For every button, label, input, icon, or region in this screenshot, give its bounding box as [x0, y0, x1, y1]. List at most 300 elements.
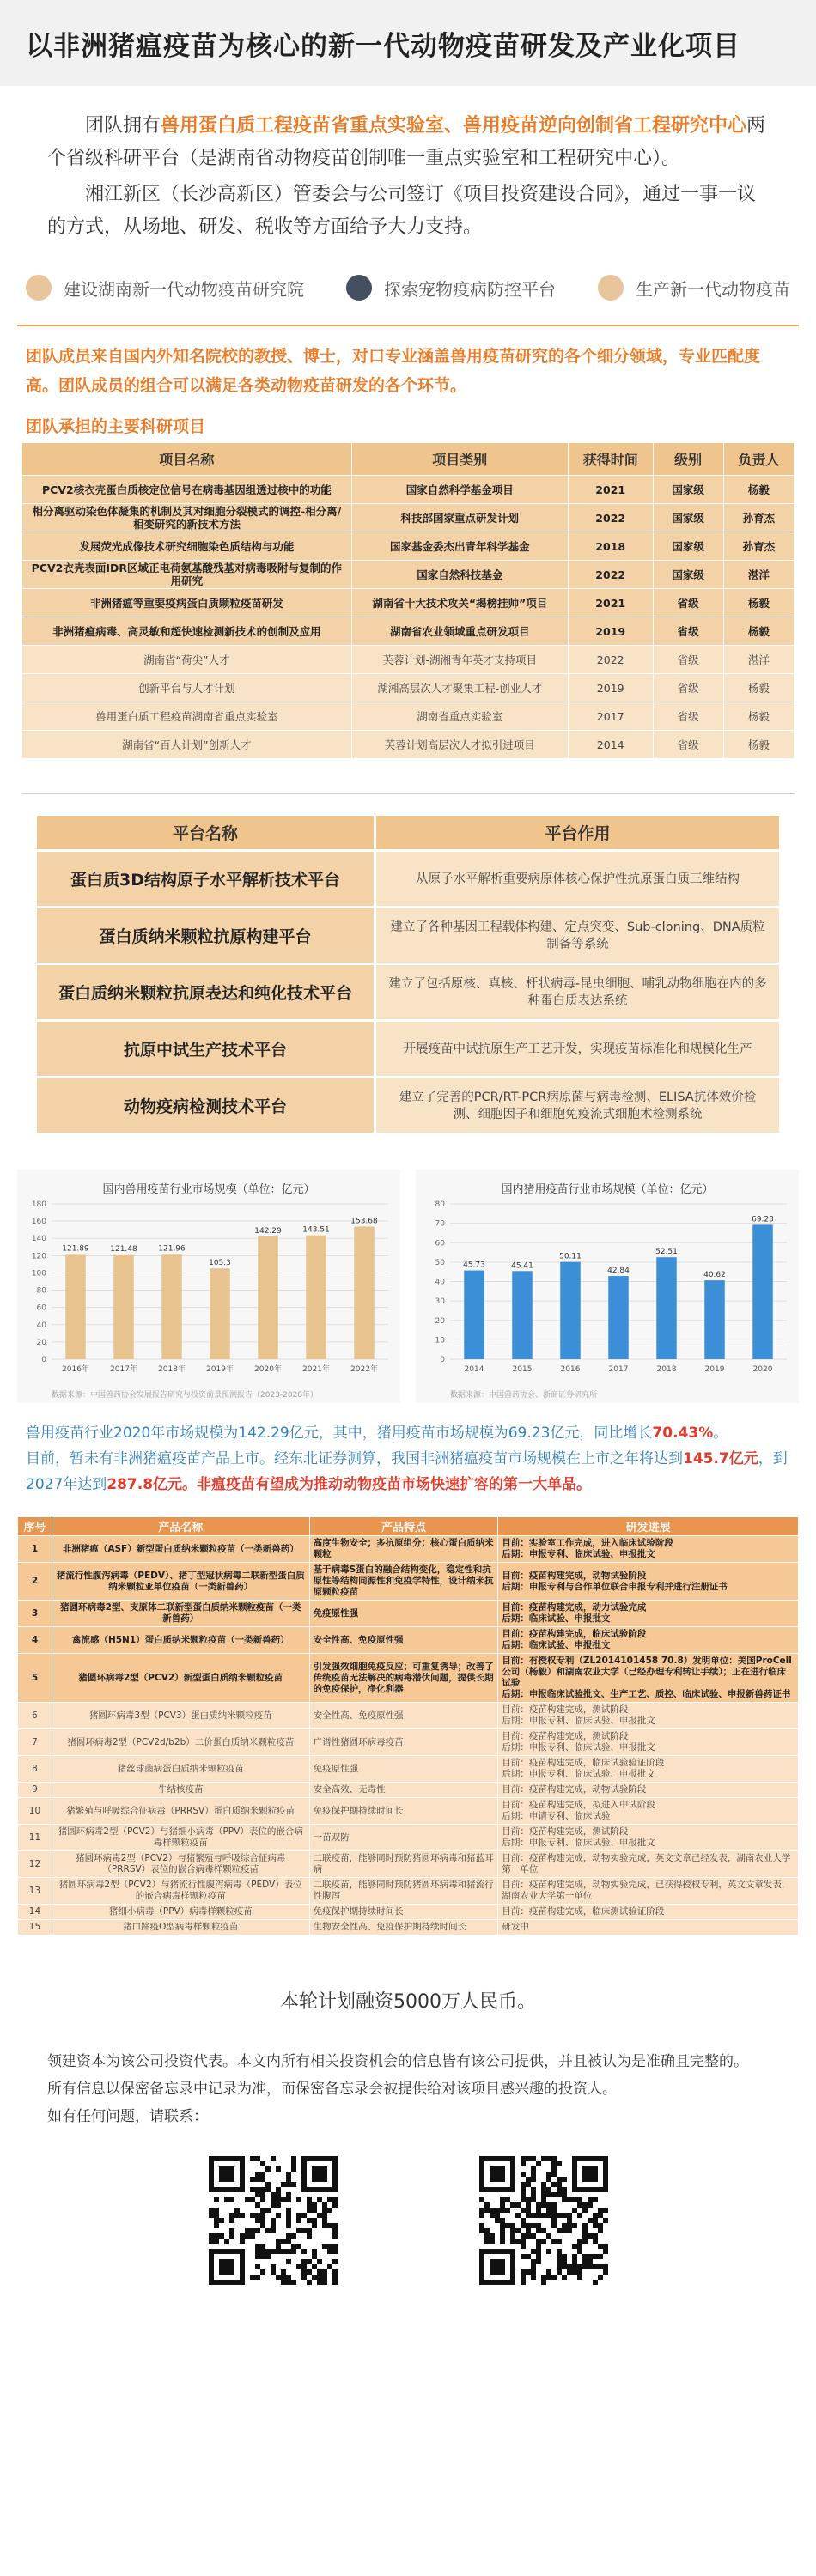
y-tick-label: 70 — [435, 1219, 445, 1229]
qr-module — [546, 2233, 551, 2239]
project-name: 非洲猪瘟病毒、高灵敏和超快速检测新技术的创制及应用 — [22, 617, 352, 646]
qr-code-icon[interactable] — [479, 2156, 608, 2285]
platform-row — [36, 1078, 781, 1134]
qr-module — [577, 2197, 582, 2202]
qr-module — [541, 2228, 546, 2233]
project-lead: 杨毅 — [723, 617, 794, 646]
chart-plot — [416, 1192, 799, 1385]
qr-module — [255, 2244, 260, 2249]
data-label: 69.23 — [752, 1215, 774, 1224]
product-row — [18, 1920, 799, 1935]
qr-module — [567, 2197, 572, 2202]
project-type: 国家自然科学基金项目 — [351, 476, 568, 504]
qr-module — [526, 2228, 531, 2233]
product-feature: 免疫保护期持续时间长 — [309, 1905, 498, 1920]
qr-module — [219, 2233, 224, 2239]
qr-module — [526, 2213, 531, 2218]
market-value: 287.8亿元 — [107, 1476, 183, 1493]
qr-module — [557, 2249, 562, 2254]
qr-module — [214, 2233, 219, 2239]
y-tick-label: 100 — [31, 1269, 46, 1279]
project-name: 相分离驱动染色体凝集的机制及其对细胞分裂模式的调控-相分离/相变研究的新技术方法 — [22, 504, 352, 532]
product-row — [18, 1536, 799, 1563]
qr-module — [281, 2239, 286, 2244]
qr-module — [557, 2182, 562, 2187]
qr-module — [531, 2177, 536, 2182]
project-level: 国家级 — [653, 561, 723, 589]
qr-module — [546, 2202, 551, 2208]
product-feature: 广谱性猪圆环病毒疫苗 — [309, 1729, 498, 1756]
column-header: 序号 — [18, 1517, 52, 1536]
bar — [258, 1236, 278, 1359]
growth-rate: 70.43% — [652, 1425, 714, 1442]
product-feature: 二联疫苗，能够同时预防猪圆环病毒和猪流行性腹泻 — [309, 1878, 498, 1905]
qr-module — [214, 2213, 219, 2218]
product-row — [18, 1825, 799, 1851]
qr-module — [484, 2233, 490, 2239]
project-lead: 杨毅 — [723, 731, 794, 759]
market-text: 目前，暂未有非洲猪瘟疫苗产品上市。经东北证券测算，我国非洲猪瘟疫苗市场规模在上市之年将达到 — [26, 1450, 683, 1467]
x-tick-label: 2016 — [560, 1365, 581, 1374]
product-progress: 目前：疫苗构建完成，拟进入中试阶段 后期：申请专利、临床试验 — [498, 1798, 799, 1825]
chart-title: 国内猪用疫苗行业市场规模（单位：亿元） — [501, 1183, 714, 1196]
qr-module — [490, 2233, 495, 2239]
project-year: 2019 — [568, 674, 653, 702]
qr-module — [541, 2202, 546, 2208]
qr-module — [500, 2202, 505, 2208]
qr-module — [598, 2228, 603, 2233]
qr-module — [250, 2213, 255, 2218]
x-tick-label: 2020 — [752, 1365, 773, 1374]
qr-module — [521, 2197, 526, 2202]
qr-module — [260, 2192, 265, 2197]
qr-module — [572, 2254, 577, 2259]
project-type: 湖南省农业领域重点研发项目 — [351, 617, 568, 646]
x-tick-label: 2017年 — [110, 1365, 137, 1374]
qr-module — [245, 2233, 250, 2239]
qr-module — [327, 2264, 332, 2269]
qr-module — [286, 2223, 291, 2228]
product-row — [18, 1798, 799, 1825]
y-tick-label: 80 — [36, 1286, 46, 1296]
qr-module — [255, 2249, 260, 2254]
qr-module — [312, 2208, 317, 2213]
qr-module — [260, 2197, 265, 2202]
y-tick-label: 20 — [435, 1316, 445, 1326]
qr-module — [301, 2275, 307, 2280]
qr-module — [495, 2213, 500, 2218]
qr-module — [286, 2259, 291, 2264]
qr-module — [332, 2269, 338, 2275]
project-year: 2017 — [568, 702, 653, 731]
bar — [512, 1271, 533, 1359]
qr-module — [490, 2213, 495, 2218]
chart-source: 数据来源：中国兽药协会发展报告研究与投资前景预测报告（2023-2028年） — [52, 1391, 319, 1400]
intro-paragraph-2: 湘江新区（长沙高新区）管委会与公司签订《项目投资建设合同》，通过一事一议的方式，从场地、研发、税收等方面给予大力支持。 — [47, 184, 757, 238]
market-text: 。 — [713, 1425, 728, 1442]
qr-module — [551, 2192, 557, 2197]
bar — [608, 1276, 629, 1359]
qr-module — [557, 2264, 562, 2269]
qr-module — [526, 2254, 531, 2259]
qr-module — [265, 2166, 271, 2172]
qr-module — [531, 2264, 536, 2269]
project-lead: 杨毅 — [723, 589, 794, 617]
qr-module — [322, 2213, 327, 2218]
qr-module — [322, 2280, 327, 2285]
product-name: 猪圆环病毒2型（PCV2）与猪流行性腹泻病毒（PEDV）表位的嵌合病毒样颗粒疫苗 — [52, 1878, 309, 1905]
qr-module — [598, 2275, 603, 2280]
qr-module — [603, 2218, 608, 2223]
project-year: 2018 — [568, 532, 653, 561]
y-tick-label: 50 — [435, 1258, 445, 1267]
qr-module — [209, 2213, 214, 2218]
qr-module — [551, 2239, 557, 2244]
qr-module — [531, 2223, 536, 2228]
qr-module — [307, 2259, 312, 2264]
qr-module — [260, 2161, 265, 2166]
qr-module — [577, 2239, 582, 2244]
product-feature: 安全高效、无毒性 — [309, 1783, 498, 1798]
project-row — [22, 589, 795, 617]
goal-item — [598, 275, 790, 301]
qr-module — [510, 2202, 515, 2208]
qr-module — [322, 2202, 327, 2208]
product-name: 猪细小病毒（PPV）病毒样颗粒疫苗 — [52, 1905, 309, 1920]
platform-desc: 建立了各种基因工程载体构建、定点突变、Sub-cloning、DNA质粒制备等系统 — [375, 908, 781, 964]
qr-module — [214, 2197, 219, 2202]
market-line-2 — [26, 1446, 790, 1498]
qr-module — [214, 2223, 219, 2228]
product-progress: 目前：疫苗构建完成，动物实验完成，英文文章已经发表，湖南农业大学第一单位 — [498, 1851, 799, 1878]
qr-module — [224, 2197, 229, 2202]
project-name: 非洲猪瘟等重要疫病蛋白质颗粒疫苗研发 — [22, 589, 352, 617]
product-name: 猪圆环病毒2型（PCV2）与猪繁殖与呼吸综合征病毒（PRRSV）表位的嵌合病毒样颗粒疫苗 — [52, 1851, 309, 1878]
qr-module — [536, 2244, 541, 2249]
qr-module — [265, 2249, 271, 2254]
qr-module — [255, 2254, 260, 2259]
project-lead: 杨毅 — [723, 674, 794, 702]
qr-module — [479, 2228, 484, 2233]
qr-module — [588, 2233, 593, 2239]
vet-vaccine-chart — [17, 1170, 400, 1403]
product-progress: 研发中 — [498, 1920, 799, 1935]
product-no: 4 — [18, 1627, 52, 1654]
qr-module — [500, 2223, 505, 2228]
qr-code-icon[interactable] — [209, 2156, 338, 2285]
bar — [752, 1224, 773, 1359]
qr-module — [322, 2208, 327, 2213]
project-name: 湖南省“荷尖”人才 — [22, 646, 352, 674]
qr-module — [255, 2187, 260, 2192]
qr-module — [541, 2239, 546, 2244]
x-tick-label: 2018 — [656, 1365, 677, 1374]
qr-module — [255, 2228, 260, 2233]
project-row — [22, 731, 795, 759]
qr-module — [286, 2275, 291, 2280]
team-note: 团队成员来自国内外知名院校的教授、博士，对口专业涵盖兽用疫苗研究的各个细分领域，专业匹配度高。团队成员的组合可以满足各类动物疫苗研发的各个环节。 — [26, 347, 761, 395]
product-no: 14 — [18, 1905, 52, 1920]
data-label: 121.48 — [110, 1244, 137, 1254]
qr-module — [332, 2280, 338, 2285]
qr-module — [510, 2223, 515, 2228]
qr-module — [260, 2244, 265, 2249]
qr-module — [291, 2161, 296, 2166]
intro-highlight: 兽用蛋白质工程疫苗省重点实验室、兽用疫苗逆向创制省工程研究中心 — [161, 115, 747, 137]
project-type: 湖南省十大技术攻关“揭榜挂帅”项目 — [351, 589, 568, 617]
qr-module — [531, 2275, 536, 2280]
qr-module — [521, 2223, 526, 2228]
bar — [113, 1255, 134, 1359]
qr-module — [312, 2202, 317, 2208]
qr-module — [500, 2233, 505, 2239]
y-tick-label: 140 — [31, 1235, 46, 1244]
project-row — [22, 674, 795, 702]
qr-module — [562, 2223, 567, 2228]
qr-module — [510, 2239, 515, 2244]
qr-module — [484, 2239, 490, 2244]
product-no: 3 — [18, 1601, 52, 1627]
project-year: 2022 — [568, 561, 653, 589]
qr-module — [551, 2182, 557, 2187]
column-header: 级别 — [653, 443, 723, 476]
project-year: 2022 — [568, 646, 653, 674]
qr-module — [567, 2223, 572, 2228]
market-text: ，到2027年达到 — [26, 1450, 788, 1493]
qr-module — [286, 2249, 291, 2254]
qr-module — [557, 2254, 562, 2259]
goal-item — [346, 275, 556, 301]
product-progress: 目前：疫苗构建完成，临床试验验证阶段 后期：申报专利、临床试验、申报批文 — [498, 1756, 799, 1783]
qr-module — [260, 2177, 265, 2182]
qr-module — [510, 2228, 515, 2233]
qr-module — [286, 2218, 291, 2223]
product-no: 9 — [18, 1783, 52, 1798]
qr-module — [541, 2197, 546, 2202]
qr-module — [577, 2244, 582, 2249]
platforms-header-row — [36, 815, 781, 851]
column-header: 项目类别 — [351, 443, 568, 476]
title-bar — [0, 0, 816, 86]
qr-module — [484, 2202, 490, 2208]
qr-module — [286, 2239, 291, 2244]
qr-module — [307, 2202, 312, 2208]
qr-module — [521, 2192, 526, 2197]
qr-module — [332, 2197, 338, 2202]
qr-module — [479, 2213, 484, 2218]
qr-module — [577, 2269, 582, 2275]
y-tick-label: 120 — [31, 1252, 46, 1261]
qr-module — [593, 2254, 598, 2259]
qr-module — [301, 2264, 307, 2269]
project-year: 2014 — [568, 731, 653, 759]
qr-module — [536, 2208, 541, 2213]
project-level: 省级 — [653, 646, 723, 674]
qr-module — [312, 2254, 317, 2259]
qr-module — [536, 2161, 541, 2166]
qr-module — [593, 2197, 598, 2202]
intro-section — [0, 86, 816, 244]
qr-module — [521, 2280, 526, 2285]
data-label: 40.62 — [703, 1271, 726, 1280]
qr-module — [260, 2172, 265, 2177]
project-row — [22, 561, 795, 589]
qr-module — [546, 2269, 551, 2275]
qr-module — [541, 2182, 546, 2187]
product-feature: 安全性高、免疫原性强 — [309, 1627, 498, 1654]
qr-module — [281, 2182, 286, 2187]
project-type: 芙蓉计划-湖湘青年英才支持项目 — [351, 646, 568, 674]
qr-module — [240, 2239, 245, 2244]
projects-heading: 团队承担的主要科研项目 — [26, 417, 206, 436]
qr-module — [484, 2228, 490, 2233]
goals-row — [0, 275, 816, 301]
qr-module — [322, 2223, 327, 2228]
qr-module — [209, 2239, 214, 2244]
qr-finder-core — [312, 2166, 327, 2182]
qr-module — [479, 2197, 484, 2202]
qr-module — [536, 2249, 541, 2254]
qr-module — [582, 2254, 588, 2259]
data-label: 52.51 — [655, 1248, 678, 1257]
platform-desc: 建立了包括原核、真核、杆状病毒-昆虫细胞、哺乳动物细胞在内的多种蛋白质表达系统 — [375, 964, 781, 1021]
qr-module — [484, 2208, 490, 2213]
data-label: 42.84 — [607, 1267, 630, 1276]
qr-module — [572, 2264, 577, 2269]
qr-module — [593, 2280, 598, 2285]
qr-module — [281, 2197, 286, 2202]
y-tick-label: 40 — [435, 1278, 445, 1287]
qr-module — [603, 2249, 608, 2254]
project-level: 国家级 — [653, 532, 723, 561]
qr-module — [271, 2223, 276, 2228]
qr-module — [229, 2197, 234, 2202]
project-lead: 杨毅 — [723, 702, 794, 731]
qr-module — [593, 2239, 598, 2244]
bar — [65, 1254, 86, 1359]
project-row — [22, 646, 795, 674]
product-no: 10 — [18, 1798, 52, 1825]
qr-module — [588, 2197, 593, 2202]
qr-module — [500, 2228, 505, 2233]
qr-module — [332, 2233, 338, 2239]
project-level: 省级 — [653, 731, 723, 759]
qr-module — [271, 2218, 276, 2223]
platform-name: 蛋白质纳米颗粒抗原表达和纯化技术平台 — [36, 964, 375, 1021]
qr-module — [301, 2269, 307, 2275]
qr-module — [234, 2208, 240, 2213]
qr-module — [296, 2228, 301, 2233]
qr-finder-core — [490, 2166, 505, 2182]
x-tick-label: 2019年 — [206, 1365, 234, 1374]
product-feature: 引发强效细胞免疫反应；可重复诱导；改善了传统疫苗无法解决的病毒潜伏问题，提供长期的免疫保护，净化利器 — [309, 1654, 498, 1703]
bar — [704, 1280, 725, 1359]
qr-module — [255, 2156, 260, 2161]
product-name: 猪流行性腹泻病毒（PEDV）、猪丁型冠状病毒二联新型蛋白质纳米颗粒亚单位疫苗（一类新兽药） — [52, 1563, 309, 1601]
qr-module — [214, 2239, 219, 2244]
qr-module — [307, 2218, 312, 2223]
project-type: 芙蓉计划高层次人才拟引进项目 — [351, 731, 568, 759]
product-row — [18, 1878, 799, 1905]
qr-module — [234, 2213, 240, 2218]
product-name: 猪丝球菌病蛋白质纳米颗粒疫苗 — [52, 1756, 309, 1783]
qr-module — [271, 2228, 276, 2233]
intro-text-post: 两个省级科研平台（是湖南省动物疫苗创制唯一重点实验室和工程研究中心）。 — [47, 115, 766, 169]
qr-module — [546, 2213, 551, 2218]
qr-module — [526, 2156, 531, 2161]
qr-module — [551, 2202, 557, 2208]
qr-finder-core — [219, 2259, 234, 2275]
project-level: 省级 — [653, 589, 723, 617]
qr-module — [541, 2187, 546, 2192]
x-tick-label: 2015 — [512, 1365, 533, 1374]
qr-module — [505, 2208, 510, 2213]
pig-vaccine-chart — [416, 1170, 799, 1403]
qr-module — [562, 2259, 567, 2264]
product-row — [18, 1783, 799, 1798]
qr-module — [510, 2233, 515, 2239]
y-tick-label: 0 — [440, 1356, 445, 1364]
qr-module — [307, 2197, 312, 2202]
qr-module — [296, 2218, 301, 2223]
qr-module — [322, 2269, 327, 2275]
project-level: 国家级 — [653, 504, 723, 532]
qr-module — [307, 2208, 312, 2213]
qr-module — [291, 2156, 296, 2161]
y-tick-label: 160 — [31, 1218, 46, 1227]
qr-module — [531, 2259, 536, 2264]
qr-module — [307, 2269, 312, 2275]
qr-module — [291, 2233, 296, 2239]
qr-module — [322, 2244, 327, 2249]
qr-module — [551, 2166, 557, 2172]
market-text: 兽用疫苗行业2020年市场规模为142.29亿元，其中，猪用疫苗市场规模为69.23亿元，同比增长 — [26, 1425, 653, 1442]
qr-module — [531, 2187, 536, 2192]
market-line-1 — [26, 1420, 790, 1446]
qr-module — [577, 2275, 582, 2280]
disclaimer-line: 如有任何问题，请联系： — [47, 2108, 208, 2125]
product-no: 5 — [18, 1654, 52, 1703]
qr-module — [260, 2218, 265, 2223]
qr-module — [593, 2233, 598, 2239]
qr-module — [551, 2172, 557, 2177]
product-name: 猪圆环病毒3型（PCV3）蛋白质纳米颗粒疫苗 — [52, 1703, 309, 1729]
qr-module — [332, 2228, 338, 2233]
product-feature: 二联疫苗，能够同时预防猪圆环病毒和猪蓝耳病 — [309, 1851, 498, 1878]
qr-module — [260, 2187, 265, 2192]
qr-finder-core — [490, 2259, 505, 2275]
qr-module — [250, 2233, 255, 2239]
platform-row — [36, 1021, 781, 1078]
project-type: 国家自然科技基金 — [351, 561, 568, 589]
divider — [21, 793, 795, 794]
product-feature: 生物安全性高、免疫保护期持续时间长 — [309, 1920, 498, 1935]
qr-module — [536, 2223, 541, 2228]
projects-table — [21, 442, 795, 759]
product-row — [18, 1627, 799, 1654]
qr-module — [317, 2213, 322, 2218]
qr-module — [281, 2249, 286, 2254]
qr-module — [603, 2208, 608, 2213]
qr-module — [250, 2228, 255, 2233]
qr-module — [291, 2249, 296, 2254]
charts-row — [17, 1170, 799, 1403]
qr-module — [515, 2202, 521, 2208]
product-progress: 目前：疫苗构建完成，测试阶段 后期：申报专利、临床试验、申报批文 — [498, 1703, 799, 1729]
qr-module — [582, 2223, 588, 2228]
x-tick-label: 2017 — [608, 1365, 629, 1374]
qr-module — [271, 2156, 276, 2161]
